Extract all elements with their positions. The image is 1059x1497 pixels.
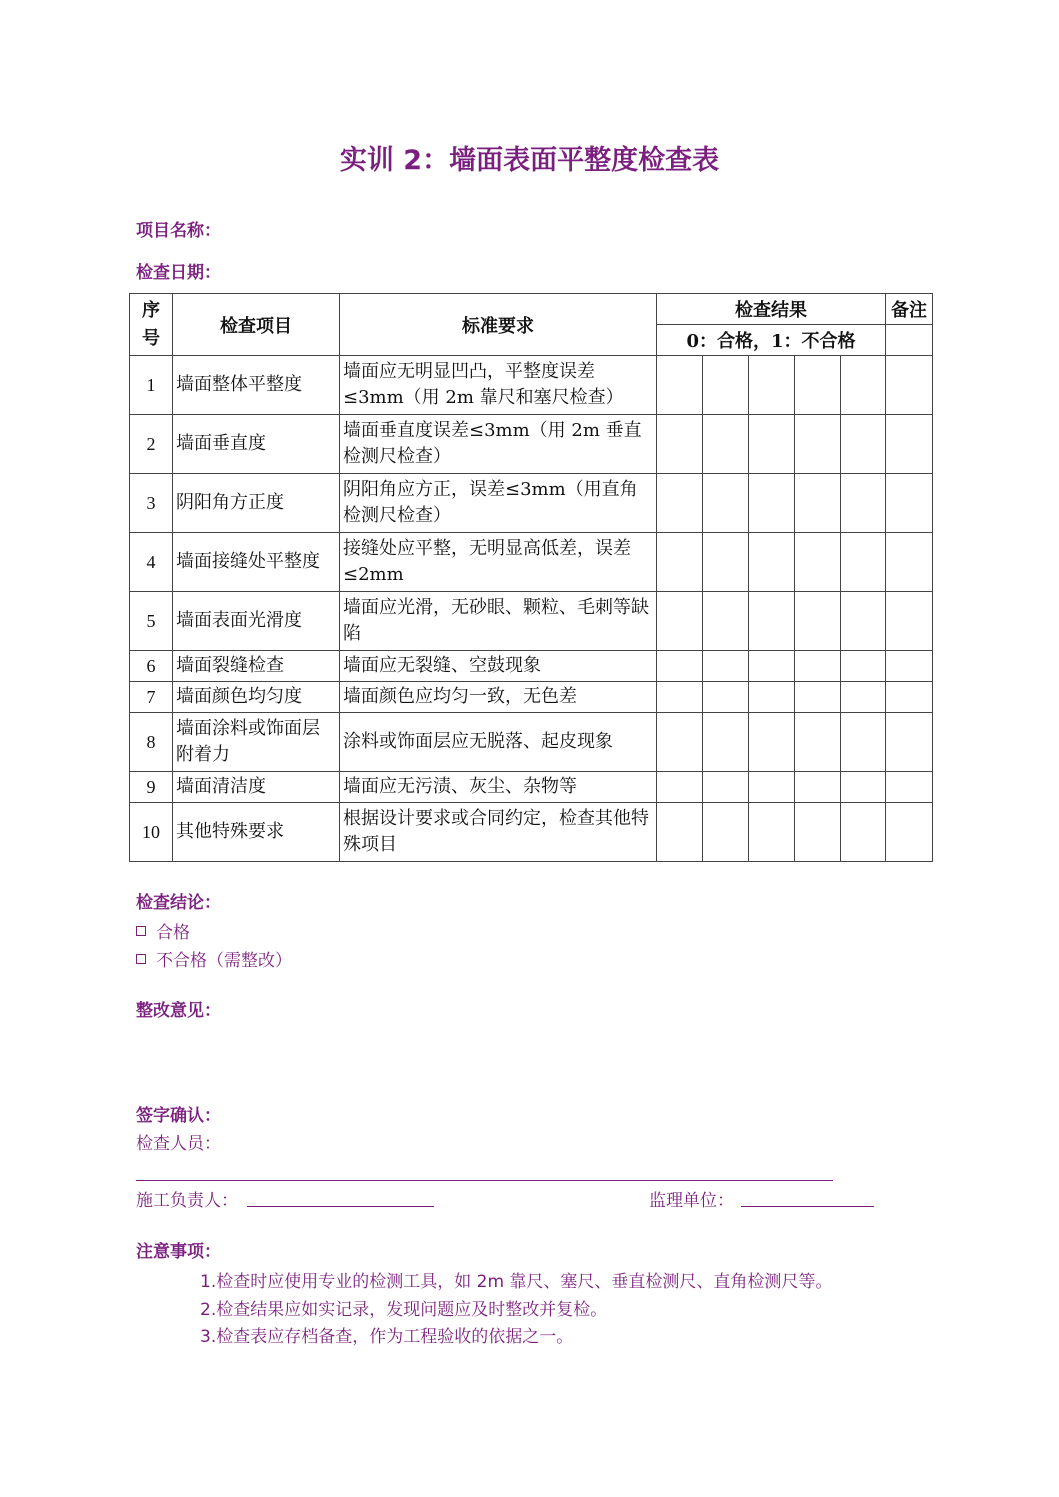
result-cell[interactable] — [749, 713, 795, 772]
result-cell[interactable] — [703, 592, 749, 651]
row-standard: 墙面应光滑，无砂眼、颗粒、毛刺等缺陷 — [340, 592, 657, 651]
note-item: 2.检查结果应如实记录，发现问题应及时整改并复检。 — [200, 1300, 608, 1320]
page-title: 实训 2：墙面表面平整度检查表 — [339, 145, 720, 176]
remark-cell[interactable] — [886, 713, 933, 772]
row-number: 10 — [130, 803, 173, 862]
supervisor-label: 监理单位： — [649, 1191, 734, 1211]
result-cell[interactable] — [749, 682, 795, 713]
result-cell[interactable] — [703, 682, 749, 713]
table-row — [130, 772, 933, 803]
result-cell[interactable] — [841, 772, 886, 803]
remark-cell[interactable] — [886, 592, 933, 651]
result-cell[interactable] — [795, 533, 841, 592]
table-row — [130, 533, 933, 592]
row-number: 6 — [130, 651, 173, 682]
table-row — [130, 651, 933, 682]
result-cell[interactable] — [841, 474, 886, 533]
row-number: 5 — [130, 592, 173, 651]
header-result-legend: 0：合格，1：不合格 — [657, 325, 886, 356]
result-cell[interactable] — [703, 356, 749, 415]
check-date-label: 检查日期： — [136, 263, 221, 283]
row-item: 墙面表面光滑度 — [173, 592, 340, 651]
result-cell[interactable] — [795, 682, 841, 713]
note-item: 1.检查时应使用专业的检测工具，如 2m 靠尺、塞尺、垂直检测尺、直角检测尺等。 — [200, 1272, 833, 1292]
remark-cell[interactable] — [886, 772, 933, 803]
header-seq: 序号 — [130, 294, 173, 356]
row-standard: 墙面颜色应均匀一致，无色差 — [340, 682, 657, 713]
result-cell[interactable] — [657, 772, 703, 803]
supervisor-signature-line[interactable] — [741, 1206, 874, 1207]
row-number: 4 — [130, 533, 173, 592]
row-standard: 接缝处应平整，无明显高低差，误差≤2mm — [340, 533, 657, 592]
result-cell[interactable] — [749, 651, 795, 682]
result-cell[interactable] — [841, 651, 886, 682]
row-standard: 墙面应无明显凹凸，平整度误差≤3mm（用 2m 靠尺和塞尺检查） — [340, 356, 657, 415]
row-number: 3 — [130, 474, 173, 533]
result-cell[interactable] — [795, 803, 841, 862]
row-standard: 根据设计要求或合同约定，检查其他特殊项目 — [340, 803, 657, 862]
result-cell[interactable] — [749, 356, 795, 415]
conclusion-option-pass[interactable] — [136, 918, 190, 943]
table-row — [130, 474, 933, 533]
result-cell[interactable] — [703, 533, 749, 592]
result-cell[interactable] — [703, 651, 749, 682]
header-standard: 标准要求 — [340, 294, 657, 356]
inspector-signature-line[interactable] — [136, 1180, 833, 1181]
row-standard: 墙面应无裂缝、空鼓现象 — [340, 651, 657, 682]
result-cell[interactable] — [657, 803, 703, 862]
result-cell[interactable] — [657, 474, 703, 533]
remark-cell[interactable] — [886, 356, 933, 415]
row-item: 墙面整体平整度 — [173, 356, 340, 415]
row-standard: 涂料或饰面层应无脱落、起皮现象 — [340, 713, 657, 772]
table-row — [130, 803, 933, 862]
result-cell[interactable] — [795, 356, 841, 415]
remark-cell[interactable] — [886, 651, 933, 682]
row-item: 阴阳角方正度 — [173, 474, 340, 533]
result-cell[interactable] — [749, 803, 795, 862]
result-cell[interactable] — [703, 713, 749, 772]
result-cell[interactable] — [749, 592, 795, 651]
header-item: 检查项目 — [173, 294, 340, 356]
conclusion-label: 检查结论： — [136, 893, 221, 913]
result-cell[interactable] — [657, 713, 703, 772]
option-label: 合格 — [156, 923, 190, 943]
result-cell[interactable] — [841, 682, 886, 713]
row-item: 墙面垂直度 — [173, 415, 340, 474]
row-item: 墙面接缝处平整度 — [173, 533, 340, 592]
result-cell[interactable] — [841, 592, 886, 651]
result-cell[interactable] — [703, 474, 749, 533]
result-cell[interactable] — [841, 356, 886, 415]
table-row — [130, 415, 933, 474]
checkbox-icon[interactable] — [136, 926, 146, 936]
table-row — [130, 682, 933, 713]
result-cell[interactable] — [749, 533, 795, 592]
result-cell[interactable] — [795, 713, 841, 772]
notes-label: 注意事项： — [136, 1242, 221, 1262]
result-cell[interactable] — [703, 803, 749, 862]
remark-cell[interactable] — [886, 415, 933, 474]
result-cell[interactable] — [657, 651, 703, 682]
row-standard: 阴阳角应方正，误差≤3mm（用直角检测尺检查） — [340, 474, 657, 533]
contractor-label: 施工负责人： — [136, 1191, 238, 1211]
header-result: 检查结果 — [657, 294, 886, 325]
row-standard: 墙面应无污渍、灰尘、杂物等 — [340, 772, 657, 803]
result-cell[interactable] — [795, 651, 841, 682]
result-cell[interactable] — [749, 415, 795, 474]
result-cell[interactable] — [657, 682, 703, 713]
note-item: 3.检查表应存档备查，作为工程验收的依据之一。 — [200, 1327, 574, 1347]
result-cell[interactable] — [657, 415, 703, 474]
table-row — [130, 356, 933, 415]
result-cell[interactable] — [795, 592, 841, 651]
row-item: 墙面裂缝检查 — [173, 651, 340, 682]
result-cell[interactable] — [841, 803, 886, 862]
row-item: 墙面颜色均匀度 — [173, 682, 340, 713]
result-cell[interactable] — [703, 772, 749, 803]
result-cell[interactable] — [657, 533, 703, 592]
row-number: 1 — [130, 356, 173, 415]
table-row — [130, 713, 933, 772]
contractor-signature-line[interactable] — [247, 1206, 434, 1207]
inspection-table — [129, 293, 933, 862]
result-cell[interactable] — [795, 415, 841, 474]
rectification-label: 整改意见： — [136, 1001, 221, 1021]
result-cell[interactable] — [795, 772, 841, 803]
row-standard: 墙面垂直度误差≤3mm（用 2m 垂直检测尺检查） — [340, 415, 657, 474]
table-row — [130, 592, 933, 651]
checkbox-icon[interactable] — [136, 954, 146, 964]
result-cell[interactable] — [795, 474, 841, 533]
result-cell[interactable] — [841, 415, 886, 474]
row-item: 墙面清洁度 — [173, 772, 340, 803]
row-number: 2 — [130, 415, 173, 474]
remark-cell[interactable] — [886, 474, 933, 533]
header-remark-blank — [886, 325, 933, 356]
result-cell[interactable] — [703, 415, 749, 474]
row-number: 9 — [130, 772, 173, 803]
remark-cell[interactable] — [886, 803, 933, 862]
remark-cell[interactable] — [886, 533, 933, 592]
row-number: 8 — [130, 713, 173, 772]
row-item: 墙面涂料或饰面层附着力 — [173, 713, 340, 772]
header-remark: 备注 — [886, 294, 933, 325]
signature-label: 签字确认： — [136, 1106, 221, 1126]
option-label: 不合格（需整改） — [156, 951, 292, 971]
result-cell[interactable] — [749, 772, 795, 803]
result-cell[interactable] — [841, 713, 886, 772]
inspector-label: 检查人员： — [136, 1134, 221, 1154]
conclusion-option-fail[interactable] — [136, 946, 292, 971]
project-name-label: 项目名称： — [136, 221, 221, 241]
result-cell[interactable] — [657, 592, 703, 651]
result-cell[interactable] — [749, 474, 795, 533]
result-cell[interactable] — [841, 533, 886, 592]
row-item: 其他特殊要求 — [173, 803, 340, 862]
result-cell[interactable] — [657, 356, 703, 415]
remark-cell[interactable] — [886, 682, 933, 713]
row-number: 7 — [130, 682, 173, 713]
